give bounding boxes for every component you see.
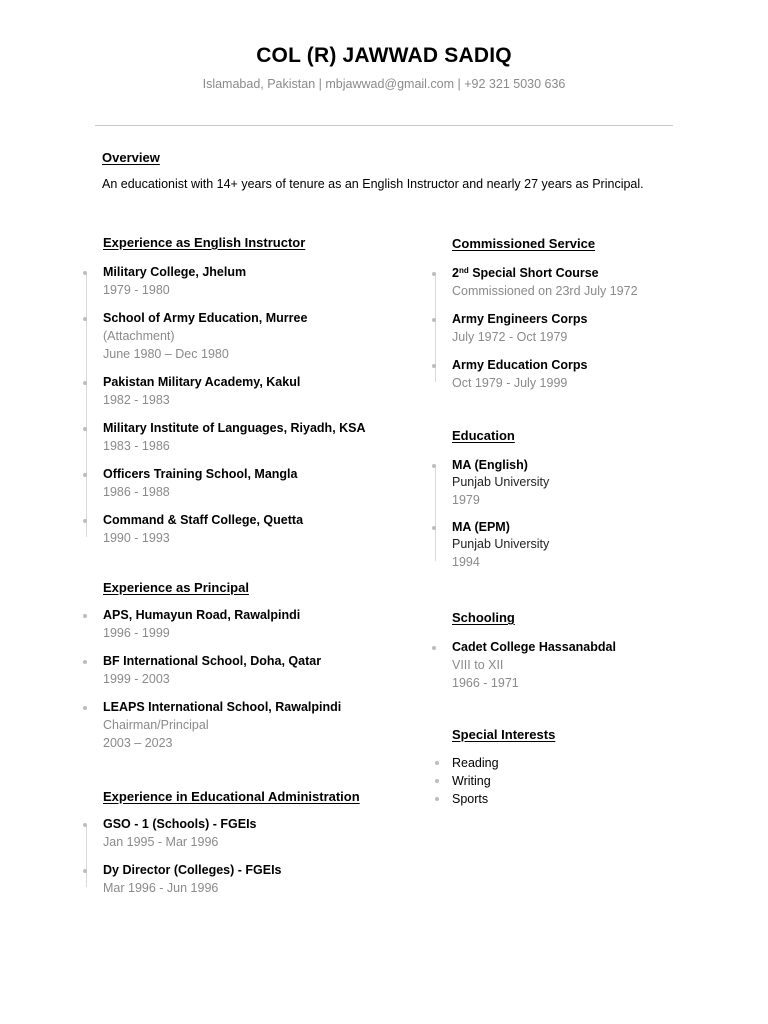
list-item (452, 265, 638, 300)
education-list (452, 457, 549, 571)
list-item: Writing (452, 772, 555, 790)
item-title: BF International School, Doha, Qatar (103, 654, 322, 668)
item-title: MA (English) (452, 458, 528, 472)
item-title-rest: Special Short Course (468, 266, 599, 280)
item-title: Dy Director (Colleges) - FGEIs (103, 863, 282, 877)
item-institution: Punjab University (452, 537, 550, 551)
interests-list (452, 754, 555, 808)
list-item (103, 420, 366, 455)
list-item (452, 519, 549, 571)
list-item (452, 457, 549, 509)
candidate-name: COL (R) JAWWAD SADIQ (256, 44, 512, 67)
item-dates: 1986 - 1988 (103, 485, 170, 499)
interests-section (452, 727, 555, 808)
contact-line: Islamabad, Pakistan | mbjawwad@gmail.com | +92 321 5030 636 (202, 77, 566, 91)
item-dates: 1996 - 1999 (103, 626, 170, 640)
item-title: School of Army Education, Murree (103, 311, 308, 325)
principal-heading: Experience as Principal (103, 580, 249, 595)
list-item (103, 816, 360, 851)
list-item (452, 357, 638, 392)
administration-section (103, 789, 360, 908)
item-dates: June 1980 – Dec 1980 (103, 347, 229, 361)
overview-heading: Overview (102, 150, 160, 165)
item-dates: 1979 - 1980 (103, 283, 170, 297)
commissioned-heading: Commissioned Service (452, 236, 596, 251)
item-title: Military College, Jhelum (103, 265, 247, 279)
item-title: Pakistan Military Academy, Kakul (103, 375, 301, 389)
list-item (103, 653, 341, 688)
item-dates: 1999 - 2003 (103, 672, 170, 686)
item-title (452, 265, 638, 282)
commissioned-list (452, 265, 638, 392)
education-section (452, 428, 549, 582)
item-title: Officers Training School, Mangla (103, 467, 298, 481)
item-title: GSO - 1 (Schools) - FGEIs (103, 817, 257, 831)
administration-list (103, 816, 360, 897)
commissioned-section (452, 236, 638, 403)
item-year: 1979 (452, 493, 480, 507)
list-item (103, 607, 341, 642)
list-item (103, 862, 360, 897)
item-title-number: 2 (452, 266, 459, 280)
item-title: Army Education Corps (452, 358, 588, 372)
schooling-section (452, 610, 616, 703)
item-title: APS, Humayun Road, Rawalpindi (103, 608, 301, 622)
item-dates: 1982 - 1983 (103, 393, 170, 407)
item-dates: 1966 - 1971 (452, 676, 519, 690)
list-item (103, 466, 366, 501)
list-item (103, 699, 341, 752)
principal-list (103, 607, 341, 752)
list-item (452, 311, 638, 346)
item-dates: 1983 - 1986 (103, 439, 170, 453)
item-note: (Attachment) (103, 329, 175, 343)
item-title: Command & Staff College, Quetta (103, 513, 304, 527)
item-title: MA (EPM) (452, 520, 510, 534)
item-title: LEAPS International School, Rawalpindi (103, 700, 342, 714)
list-item (103, 310, 366, 363)
item-note: Chairman/Principal (103, 718, 209, 732)
english-instructor-section (103, 235, 366, 558)
item-year: 1994 (452, 555, 480, 569)
item-title-suffix: nd (458, 266, 469, 275)
list-item (103, 374, 366, 409)
principal-section (103, 580, 341, 763)
item-title: Army Engineers Corps (452, 312, 588, 326)
list-item: Reading (452, 754, 555, 772)
list-item (103, 512, 366, 547)
overview-text: An educationist with 14+ years of tenure as an English Instructor and nearly 27 years as Principal. (102, 177, 644, 191)
item-dates: July 1972 - Oct 1979 (452, 330, 568, 344)
item-note: Commissioned on 23rd July 1972 (452, 284, 638, 298)
item-dates: 2003 – 2023 (103, 736, 173, 750)
education-heading: Education (452, 428, 515, 443)
item-dates: Oct 1979 - July 1999 (452, 376, 568, 390)
schooling-heading: Schooling (452, 610, 515, 625)
item-title: Military Institute of Languages, Riyadh, KSA (103, 421, 366, 435)
item-dates: 1990 - 1993 (103, 531, 170, 545)
item-note: VIII to XII (452, 658, 504, 672)
item-institution: Punjab University (452, 475, 550, 489)
schooling-list (452, 639, 616, 692)
item-dates: Mar 1996 - Jun 1996 (103, 881, 219, 895)
english-instructor-heading: Experience as English Instructor (103, 235, 306, 250)
list-item (103, 264, 366, 299)
list-item: Sports (452, 790, 555, 808)
administration-heading: Experience in Educational Administration (103, 789, 360, 804)
interests-heading: Special Interests (452, 727, 556, 742)
english-instructor-list (103, 264, 366, 547)
header-divider (95, 125, 673, 126)
item-dates: Jan 1995 - Mar 1996 (103, 835, 219, 849)
item-title: Cadet College Hassanabdal (452, 640, 616, 654)
list-item (452, 639, 616, 692)
